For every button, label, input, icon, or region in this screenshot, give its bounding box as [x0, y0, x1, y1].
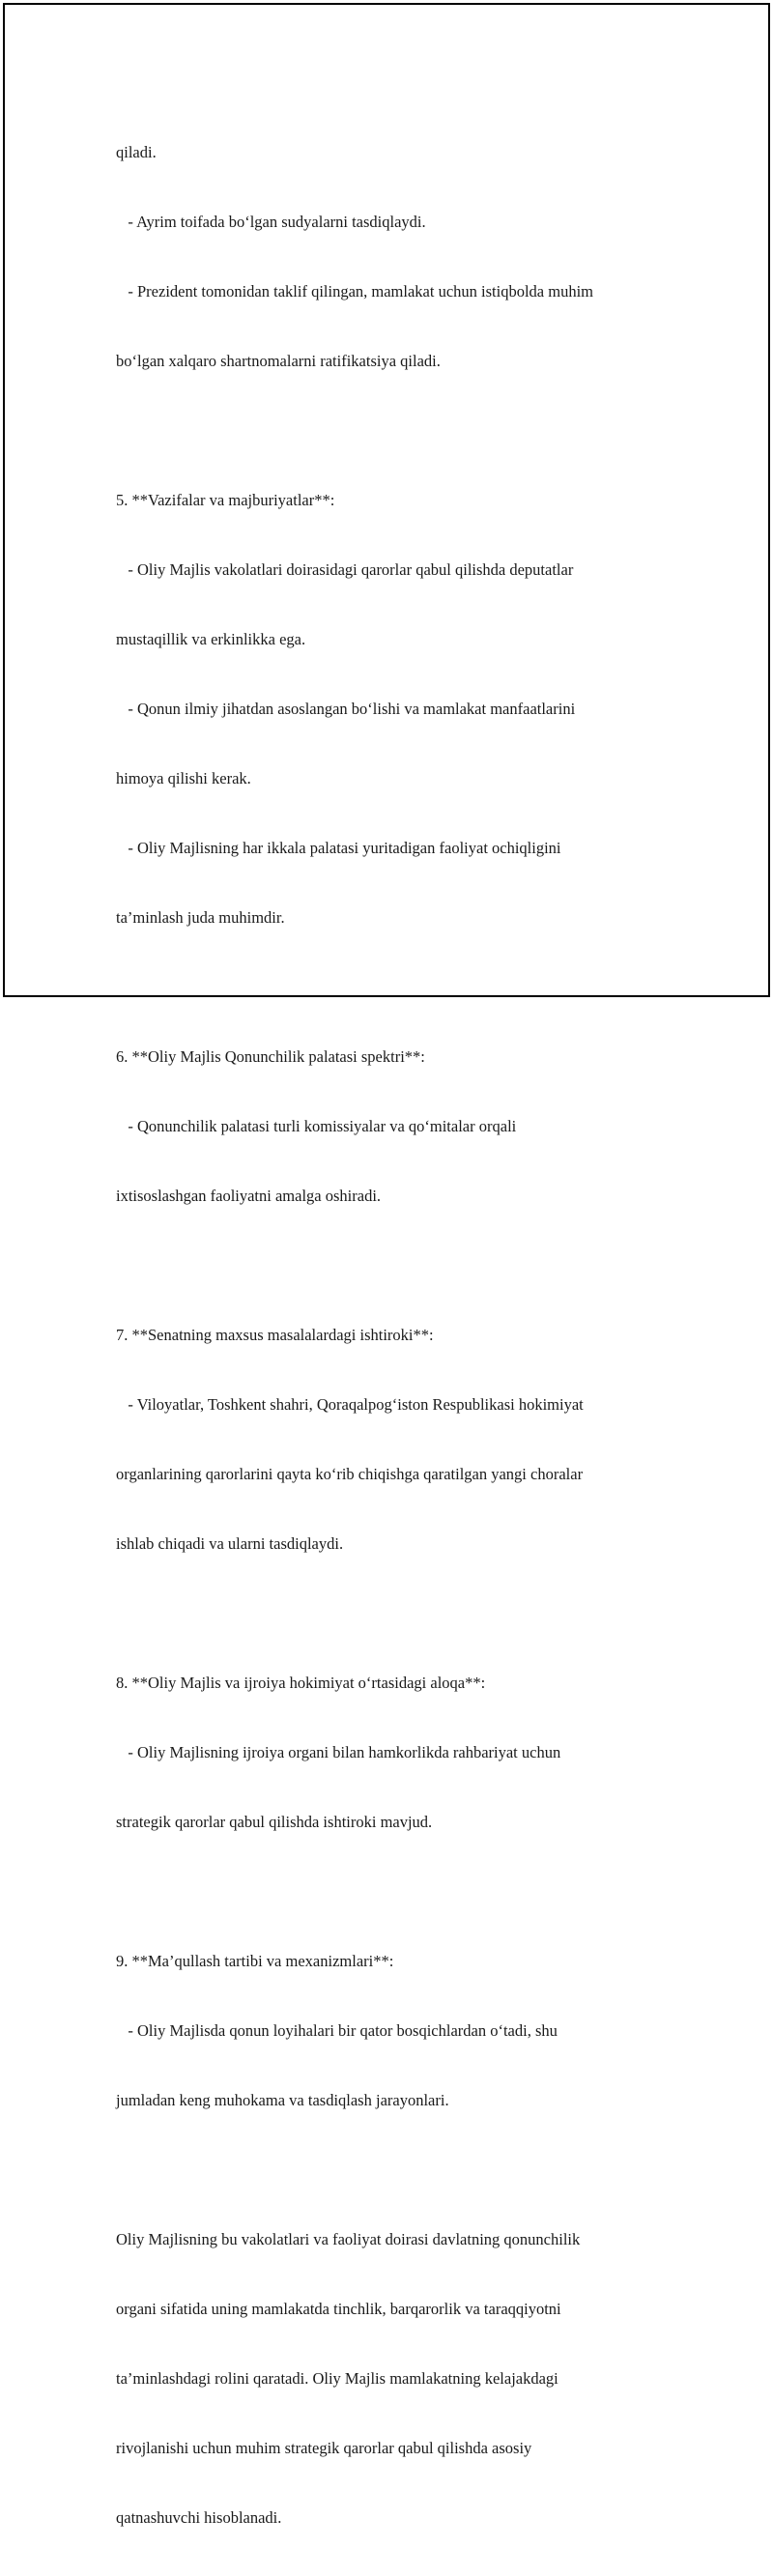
page-frame: [3, 3, 770, 2527]
conclusion-line: rivojlanishi uchun muhim strategik qarorlar qabul qilishda asosiy: [116, 2439, 532, 2457]
text-line: - Qonunchilik palatasi turli komissiyalar va qo‘mitalar orqali: [116, 1117, 517, 1135]
text-line: organlarining qarorlarini qayta ko‘rib chiqishga qaratilgan yangi choralar: [116, 1465, 584, 1483]
text-line: - Qonun ilmiy jihatdan asoslangan bo‘lishi va mamlakat manfaatlarini: [116, 700, 576, 718]
text-line: himoya qilishi kerak.: [116, 769, 251, 787]
text-line: - Oliy Majlis vakolatlari doirasidagi qarorlar qabul qilishda deputatlar: [116, 560, 574, 579]
section-heading: 9. **Ma’qullash tartibi va mexanizmlari**:: [116, 1952, 394, 1970]
blank-line: [116, 1254, 696, 1277]
text-line: qiladi.: [116, 143, 157, 161]
section-heading: 8. **Oliy Majlis va ijroiya hokimiyat o‘rtasidagi aloqa**:: [116, 1674, 486, 1692]
text-line: bo‘lgan xalqaro shartnomalarni ratifikatsiya qiladi.: [116, 352, 441, 370]
blank-line: [116, 976, 696, 999]
conclusion-line: qatnashuvchi hisoblanadi.: [116, 2508, 282, 2527]
conclusion-line: Oliy Majlisning bu vakolatlari va faoliyat doirasi davlatning qonunchilik: [116, 2230, 581, 2248]
text-line: - Oliy Majlisning har ikkala palatasi yuritadigan faoliyat ochiqligini: [116, 839, 561, 857]
text-line: - Oliy Majlisda qonun loyihalari bir qator bosqichlardan o‘tadi, shu: [116, 2021, 558, 2040]
conclusion-line: organi sifatida uning mamlakatda tinchlik, barqarorlik va taraqqiyotni: [116, 2300, 561, 2318]
text-line: - Ayrim toifada bo‘lgan sudyalarni tasdiqlaydi.: [116, 213, 426, 231]
conclusion-line: ta’minlashdagi rolini qaratadi. Oliy Majlis mamlakatning kelajakdagi: [116, 2369, 558, 2388]
section-heading: 5. **Vazifalar va majburiyatlar**:: [116, 491, 335, 509]
section-heading: 6. **Oliy Majlis Qonunchilik palatasi spektri**:: [116, 1047, 425, 1066]
blank-line: [116, 1602, 696, 1625]
blank-line: [116, 419, 696, 443]
text-line: ishlab chiqadi va ularni tasdiqlaydi.: [116, 1534, 344, 1553]
text-line: ixtisoslashgan faoliyatni amalga oshiradi.: [116, 1187, 382, 1205]
text-line: ta’minlash juda muhimdir.: [116, 908, 285, 927]
text-line: jumladan keng muhokama va tasdiqlash jarayonlari.: [116, 2091, 449, 2109]
blank-line: [116, 2159, 696, 2182]
text-line: - Prezident tomonidan taklif qilingan, mamlakat uchun istiqbolda muhim: [116, 282, 593, 301]
text-line: strategik qarorlar qabul qilishda ishtiroki mavjud.: [116, 1813, 433, 1831]
section-heading: 7. **Senatning maxsus masalalardagi ishtiroki**:: [116, 1326, 434, 1344]
document-body: [116, 95, 696, 2576]
text-line: - Viloyatlar, Toshkent shahri, Qoraqalpog‘iston Respublikasi hokimiyat: [116, 1395, 584, 1414]
blank-line: [116, 1880, 696, 1903]
text-line: mustaqillik va erkinlikka ega.: [116, 630, 306, 648]
text-line: - Oliy Majlisning ijroiya organi bilan hamkorlikda rahbariyat uchun: [116, 1743, 561, 1761]
